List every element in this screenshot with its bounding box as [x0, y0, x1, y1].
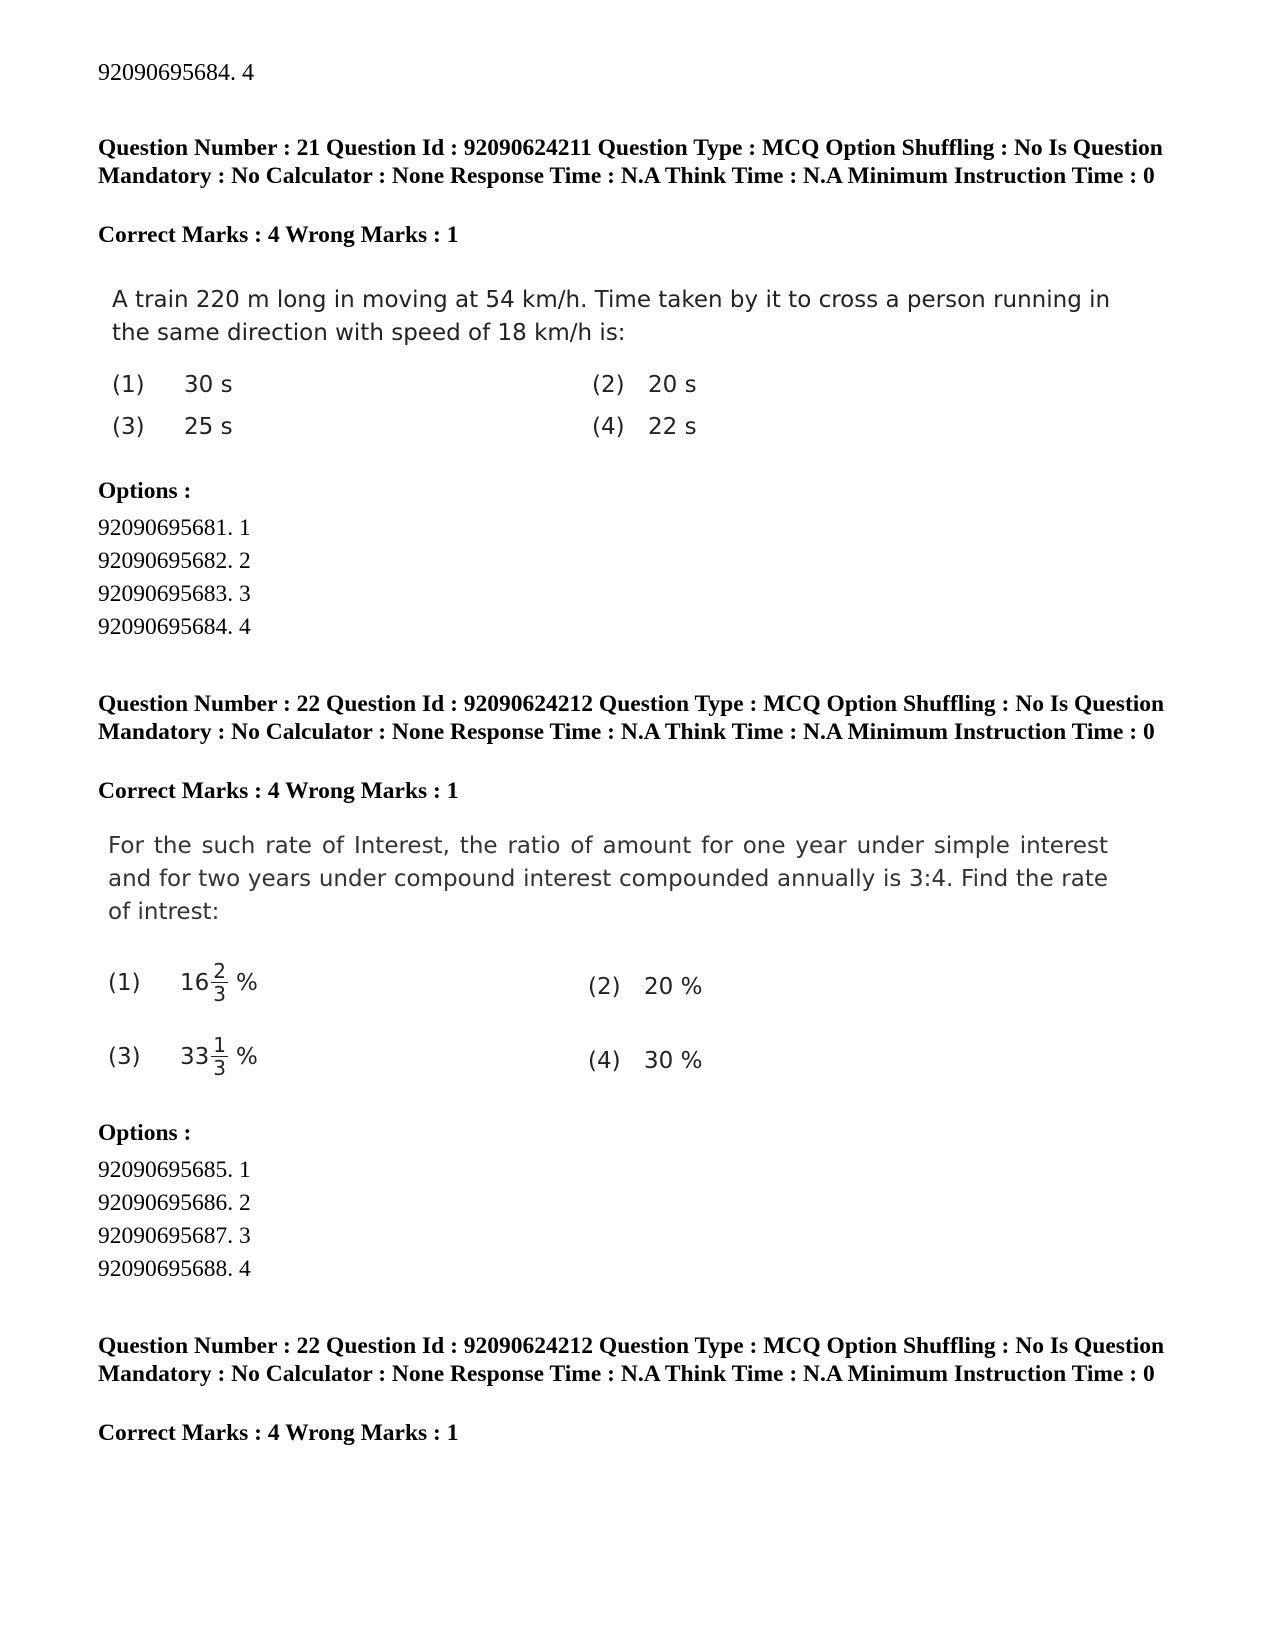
option-item: 92090695684. 4	[98, 614, 251, 640]
question-22-text: For the such rate of Interest, the ratio of amount for one year under simple interest and for two years under compound interest compounded annually is 3:4. Find the rate of intrest:	[108, 833, 1108, 925]
choice-number: (4)	[588, 1048, 621, 1074]
choice-value: 20 s	[648, 372, 697, 398]
question-21-header: Question Number : 21 Question Id : 92090624211 Question Type : MCQ Option Shuffling : No Is Question Mandatory : No Calculator : None Response Time : N.A Think Time : N.A Minimum Instruction Time : 0	[98, 135, 1163, 189]
question-22-options-list	[98, 1154, 251, 1286]
option-item: 92090695687. 3	[98, 1223, 251, 1249]
question-22-header: Question Number : 22 Question Id : 92090624212 Question Type : MCQ Option Shuffling : No Is Question Mandatory : No Calculator : None Response Time : N.A Think Time : N.A Minimum Instruction Time : 0	[98, 691, 1165, 745]
question-21-text: A train 220 m long in moving at 54 km/h. Time taken by it to cross a person running in the same direction with speed of 18 km/h is:	[112, 287, 1111, 346]
choice-value: 22 s	[648, 414, 697, 440]
question-22-choice-1	[108, 960, 258, 1005]
question-22-repeat-marks: Correct Marks : 4 Wrong Marks : 1	[98, 1420, 459, 1446]
choice-whole: 16	[180, 969, 210, 996]
question-21-choice-3	[112, 414, 233, 440]
option-item: 92090695681. 1	[98, 515, 251, 541]
choice-unit: %	[236, 969, 258, 996]
choice-number: (1)	[108, 969, 141, 996]
fraction-numerator: 2	[213, 959, 227, 983]
option-item: 92090695686. 2	[98, 1190, 251, 1216]
choice-number: (2)	[588, 974, 621, 1000]
option-item: 92090695685. 1	[98, 1157, 251, 1183]
choice-value: 25 s	[184, 414, 233, 440]
question-22-choice-2	[588, 974, 702, 1000]
question-21-marks: Correct Marks : 4 Wrong Marks : 1	[98, 222, 459, 248]
fraction-numerator: 1	[213, 1033, 227, 1057]
option-item: 92090695688. 4	[98, 1256, 251, 1282]
question-22-choice-3	[108, 1034, 258, 1079]
choice-whole: 33	[180, 1043, 210, 1070]
question-21-choice-1	[112, 372, 233, 398]
question-21-options-label: Options :	[98, 478, 192, 504]
choice-number: (2)	[592, 372, 625, 398]
fraction-denominator: 3	[213, 1056, 227, 1080]
option-item: 92090695683. 3	[98, 581, 251, 607]
fraction	[211, 1034, 228, 1079]
question-22-options-label: Options :	[98, 1120, 192, 1146]
choice-number: (1)	[112, 372, 145, 398]
choice-number: (4)	[592, 414, 625, 440]
choice-value: 20 %	[644, 974, 703, 1000]
fraction	[211, 960, 228, 1005]
choice-value: 30 s	[184, 372, 233, 398]
question-21-options-list	[98, 512, 251, 644]
fraction-denominator: 3	[213, 982, 227, 1006]
question-22-choice-4	[588, 1048, 702, 1074]
question-22-repeat-header: Question Number : 22 Question Id : 92090624212 Question Type : MCQ Option Shuffling : No Is Question Mandatory : No Calculator : None Response Time : N.A Think Time : N.A Minimum Instruction Time : 0	[98, 1333, 1165, 1387]
question-21-choice-4	[592, 414, 697, 440]
option-item: 92090695682. 2	[98, 548, 251, 574]
previous-option-line: 92090695684. 4	[98, 60, 254, 86]
question-22-marks: Correct Marks : 4 Wrong Marks : 1	[98, 778, 459, 804]
choice-number: (3)	[112, 414, 145, 440]
choice-number: (3)	[108, 1043, 141, 1070]
choice-value: 30 %	[644, 1048, 703, 1074]
question-21-choice-2	[592, 372, 697, 398]
choice-unit: %	[236, 1043, 258, 1070]
